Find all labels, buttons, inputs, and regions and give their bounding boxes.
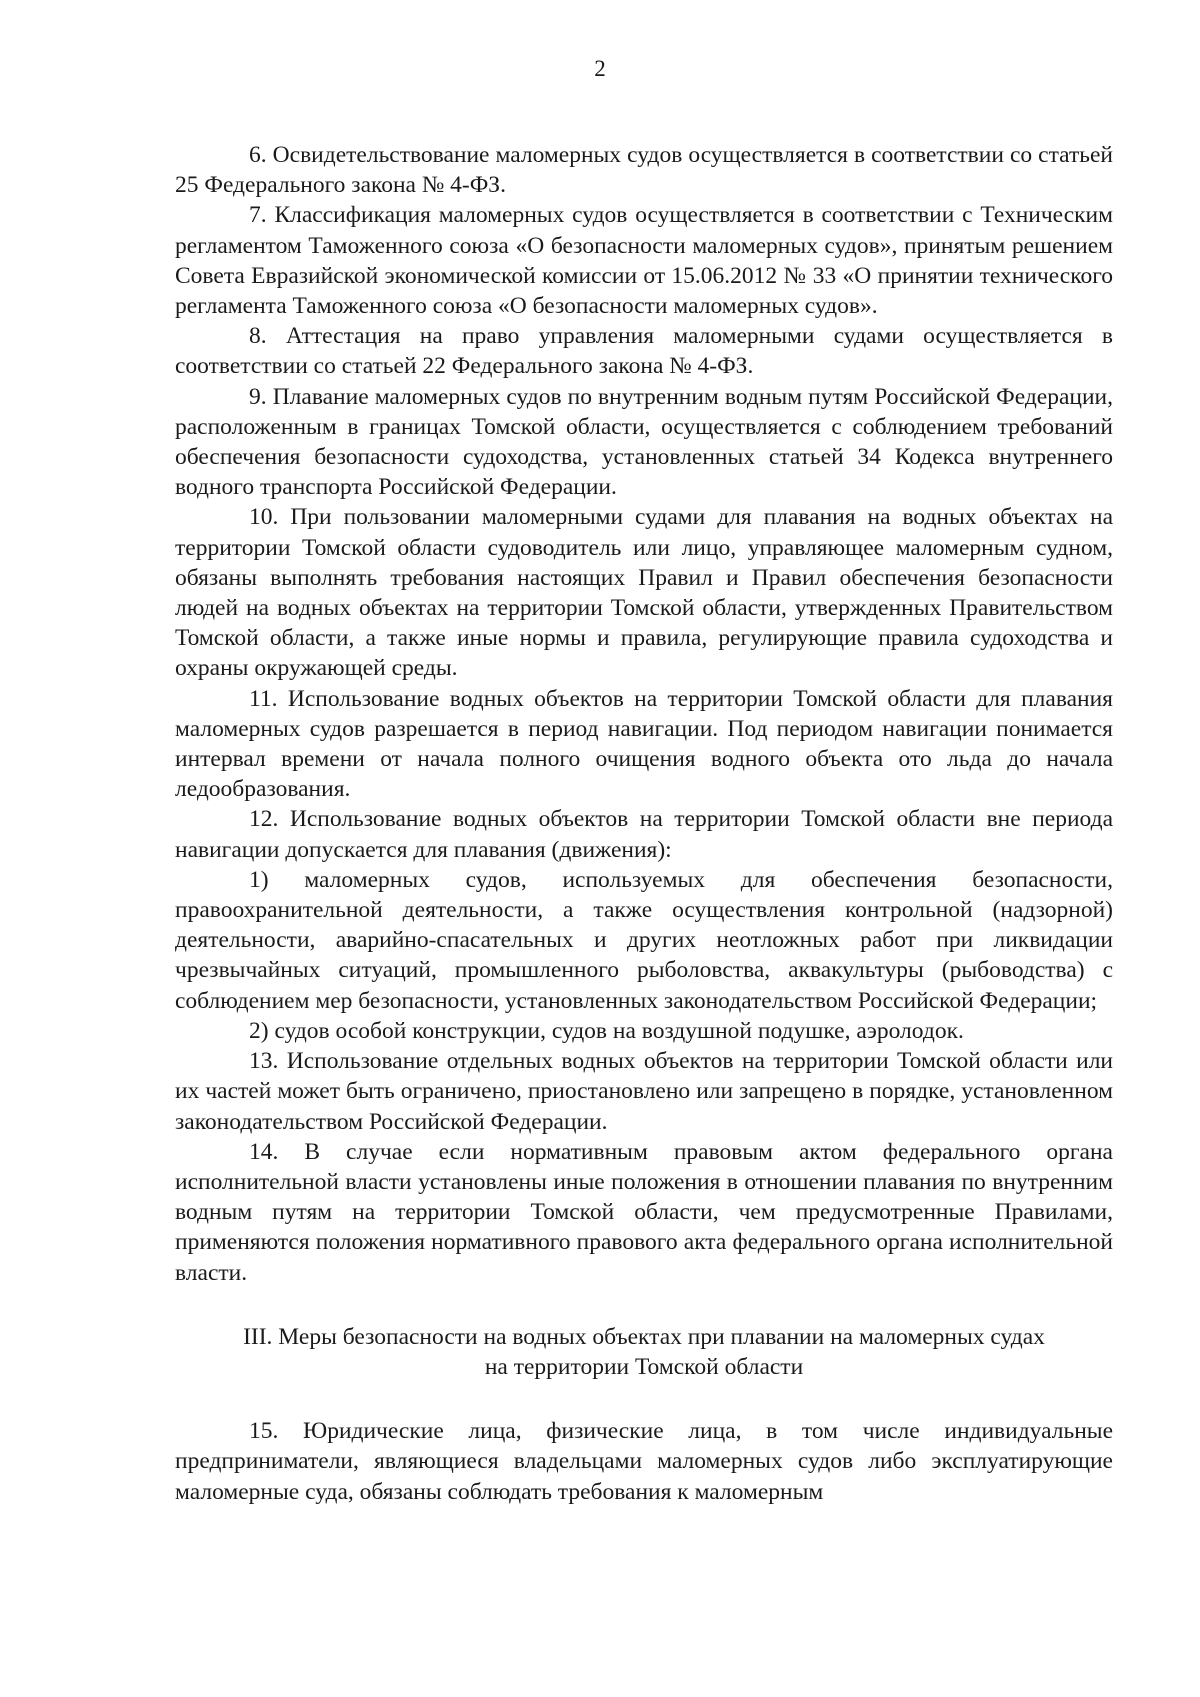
paragraph-6: 6. Освидетельствование маломерных судов осуществляется в соответствии со статьей 25 Федерального закона № 4-ФЗ. xyxy=(175,142,1113,199)
paragraph-10: 10. При пользовании маломерными судами для плавания на водных объектах на территории Томской области судоводитель или лицо, управляющее маломерным судном, обязаны выполнять требования настоящих Правил и Правил обеспечения безопасности людей на водных объектах на территории Томской области, утвержденных Правительством Томской области, а также иные нормы и правила, регулирующие правила судоходства и охраны окружающей среды. xyxy=(175,504,1113,682)
page-number: 2 xyxy=(594,56,606,81)
section-heading-line-2: на территории Томской области xyxy=(484,1353,804,1380)
paragraph-12: 12. Использование водных объектов на территории Томской области вне периода навигации допускается для плавания (движения): xyxy=(175,806,1113,863)
paragraph-7: 7. Классификация маломерных судов осуществляется в соответствии с Техническим регламентом Таможенного союза «О безопасности маломерных судов», принятым решением Совета Евразийской экономической комиссии от 15.06.2012 № 33 «О принятии технического регламента Таможенного союза «О безопасности маломерных судов». xyxy=(175,202,1113,320)
paragraph-13: 13. Использование отдельных водных объектов на территории Томской области или их частей может быть ограничено, приостановлено или запрещено в порядке, установленном законодательством Российской Федерации. xyxy=(175,1048,1113,1135)
paragraph-8: 8. Аттестация на право управления маломерными судами осуществляется в соответствии со статьей 22 Федерального закона № 4-ФЗ. xyxy=(175,323,1113,380)
paragraph-15: 15. Юридические лица, физические лица, в том числе индивидуальные предприниматели, являющиеся владельцами маломерных судов либо эксплуатирующие маломерные суда, обязаны соблюдать требования к маломерным xyxy=(175,1418,1113,1505)
section-heading xyxy=(175,1322,1113,1382)
paragraph-9: 9. Плавание маломерных судов по внутренним водным путям Российской Федерации, расположенным в границах Томской области, осуществляется с соблюдением требований обеспечения безопасности судоходства, установленных статьей 34 Кодекса внутреннего водного транспорта Российской Федерации. xyxy=(175,383,1113,501)
paragraph-12-item-1: 1) маломерных судов, используемых для обеспечения безопасности, правоохранительной деятельности, а также осуществления контрольной (надзорной) деятельности, аварийно-спасательных и других неотложных работ при ликвидации чрезвычайных ситуаций, промышленного рыболовства, аквакультуры (рыбоводства) с соблюдением мер безопасности, установленных законодательством Российской Федерации; xyxy=(175,866,1113,1014)
document-body xyxy=(175,140,1113,1507)
paragraph-11: 11. Использование водных объектов на территории Томской области для плавания маломерных судов разрешается в период навигации. Под периодом навигации понимается интервал времени от начала полного очищения водного объекта ото льда до начала ледообразования. xyxy=(175,685,1113,803)
section-heading-line-1: III. Меры безопасности на водных объектах при плавании на маломерных судах xyxy=(243,1323,1045,1350)
paragraph-12-item-2: 2) судов особой конструкции, судов на воздушной подушке, аэролодок. xyxy=(249,1017,964,1044)
paragraph-14: 14. В случае если нормативным правовым актом федерального органа исполнительной власти установлены иные положения в отношении плавания по внутренним водным путям на территории Томской области, чем предусмотренные Правилами, применяются положения нормативного правового акта федерального органа исполнительной власти. xyxy=(175,1138,1113,1286)
